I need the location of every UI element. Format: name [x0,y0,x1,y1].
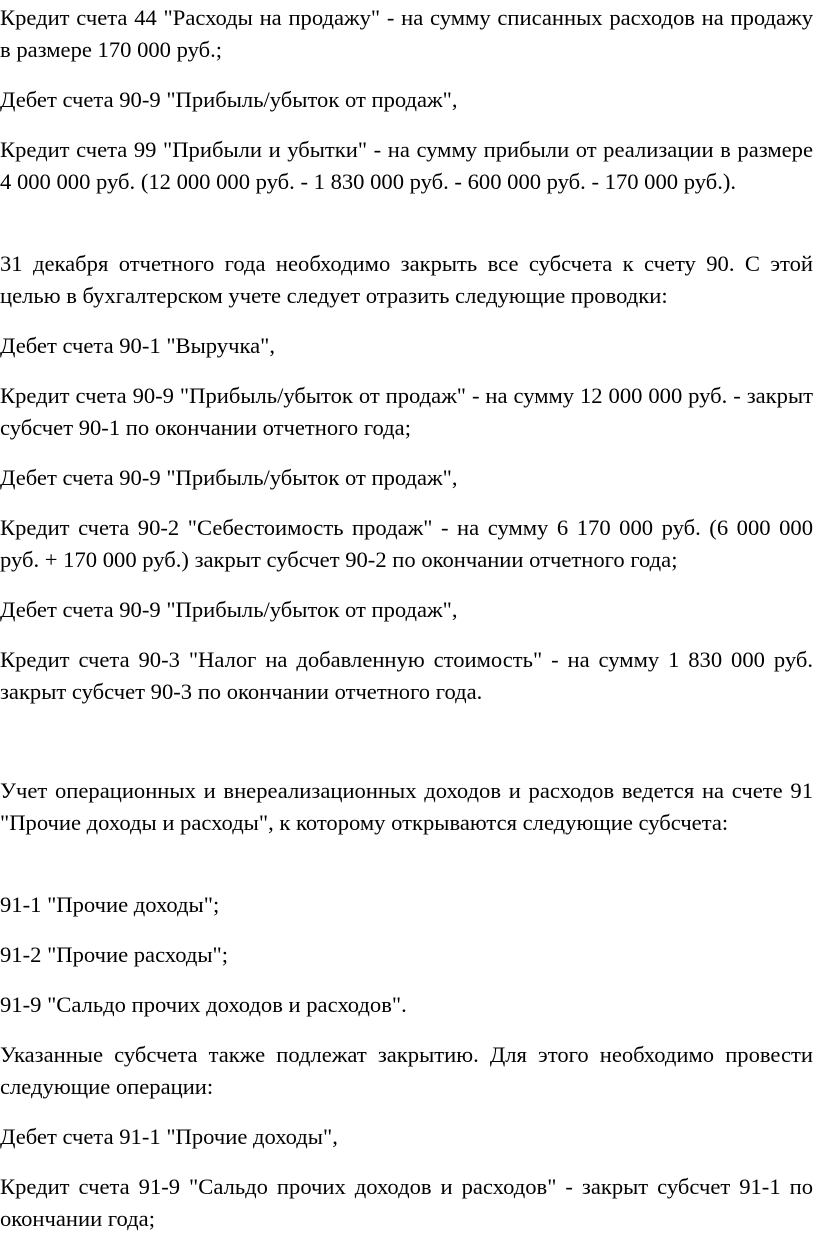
paragraph-debit-90-1: Дебет счета 90-1 "Выручка", [0,333,275,358]
paragraph-subaccount-91-2: 91-2 "Прочие расходы"; [0,942,229,967]
paragraph-subaccount-91-9: 91-9 "Сальдо прочих доходов и расходов". [0,992,407,1017]
paragraph-credit-90-3: Кредит счета 90-3 "Налог на добавленную стоимость" - на сумму 1 830 000 руб. закрыт субсчет 90-3 по окончании отчетного года. [0,647,813,704]
paragraph-account-91: Учет операционных и внереализационных доходов и расходов ведется на счете 91 "Прочие доходы и расходы", к которому открываются следующие субсчета: [0,778,813,835]
paragraph-credit-91-9: Кредит счета 91-9 "Сальдо прочих доходов и расходов" - закрыт субсчет 91-1 по окончании года; [0,1174,813,1231]
paragraph-debit-90-9-a: Дебет счета 90-9 "Прибыль/убыток от продаж", [0,87,458,112]
paragraph-debit-90-9-b: Дебет счета 90-9 "Прибыль/убыток от продаж", [0,465,458,490]
paragraph-credit-99: Кредит счета 99 "Прибыли и убытки" - на сумму прибыли от реализации в размере 4 000 000 руб. (12 000 000 руб. - 1 830 000 руб. - 600 000 руб. - 170 000 руб.). [0,137,813,194]
paragraph-credit-90-9: Кредит счета 90-9 "Прибыль/убыток от продаж" - на сумму 12 000 000 руб. - закрыт субсчет 90-1 по окончании отчетного года; [0,383,813,440]
paragraph-credit-90-2: Кредит счета 90-2 "Себестоимость продаж" - на сумму 6 170 000 руб. (6 000 000 руб. + 170 000 руб.) закрыт субсчет 90-2 по окончании отчетного года; [0,515,813,572]
paragraph-debit-91-1: Дебет счета 91-1 "Прочие доходы", [0,1124,338,1149]
paragraph-close-91: Указанные субсчета также подлежат закрытию. Для этого необходимо провести следующие операции: [0,1042,813,1099]
paragraph-close-subaccounts: 31 декабря отчетного года необходимо закрыть все субсчета к счету 90. С этой целью в бухгалтерском учете следует отразить следующие проводки: [0,251,813,308]
paragraph-debit-90-9-c: Дебет счета 90-9 "Прибыль/убыток от продаж", [0,597,458,622]
paragraph-credit-44: Кредит счета 44 "Расходы на продажу" - на сумму списанных расходов на продажу в размере 170 000 руб.; [0,5,813,62]
paragraph-subaccount-91-1: 91-1 "Прочие доходы"; [0,892,220,917]
